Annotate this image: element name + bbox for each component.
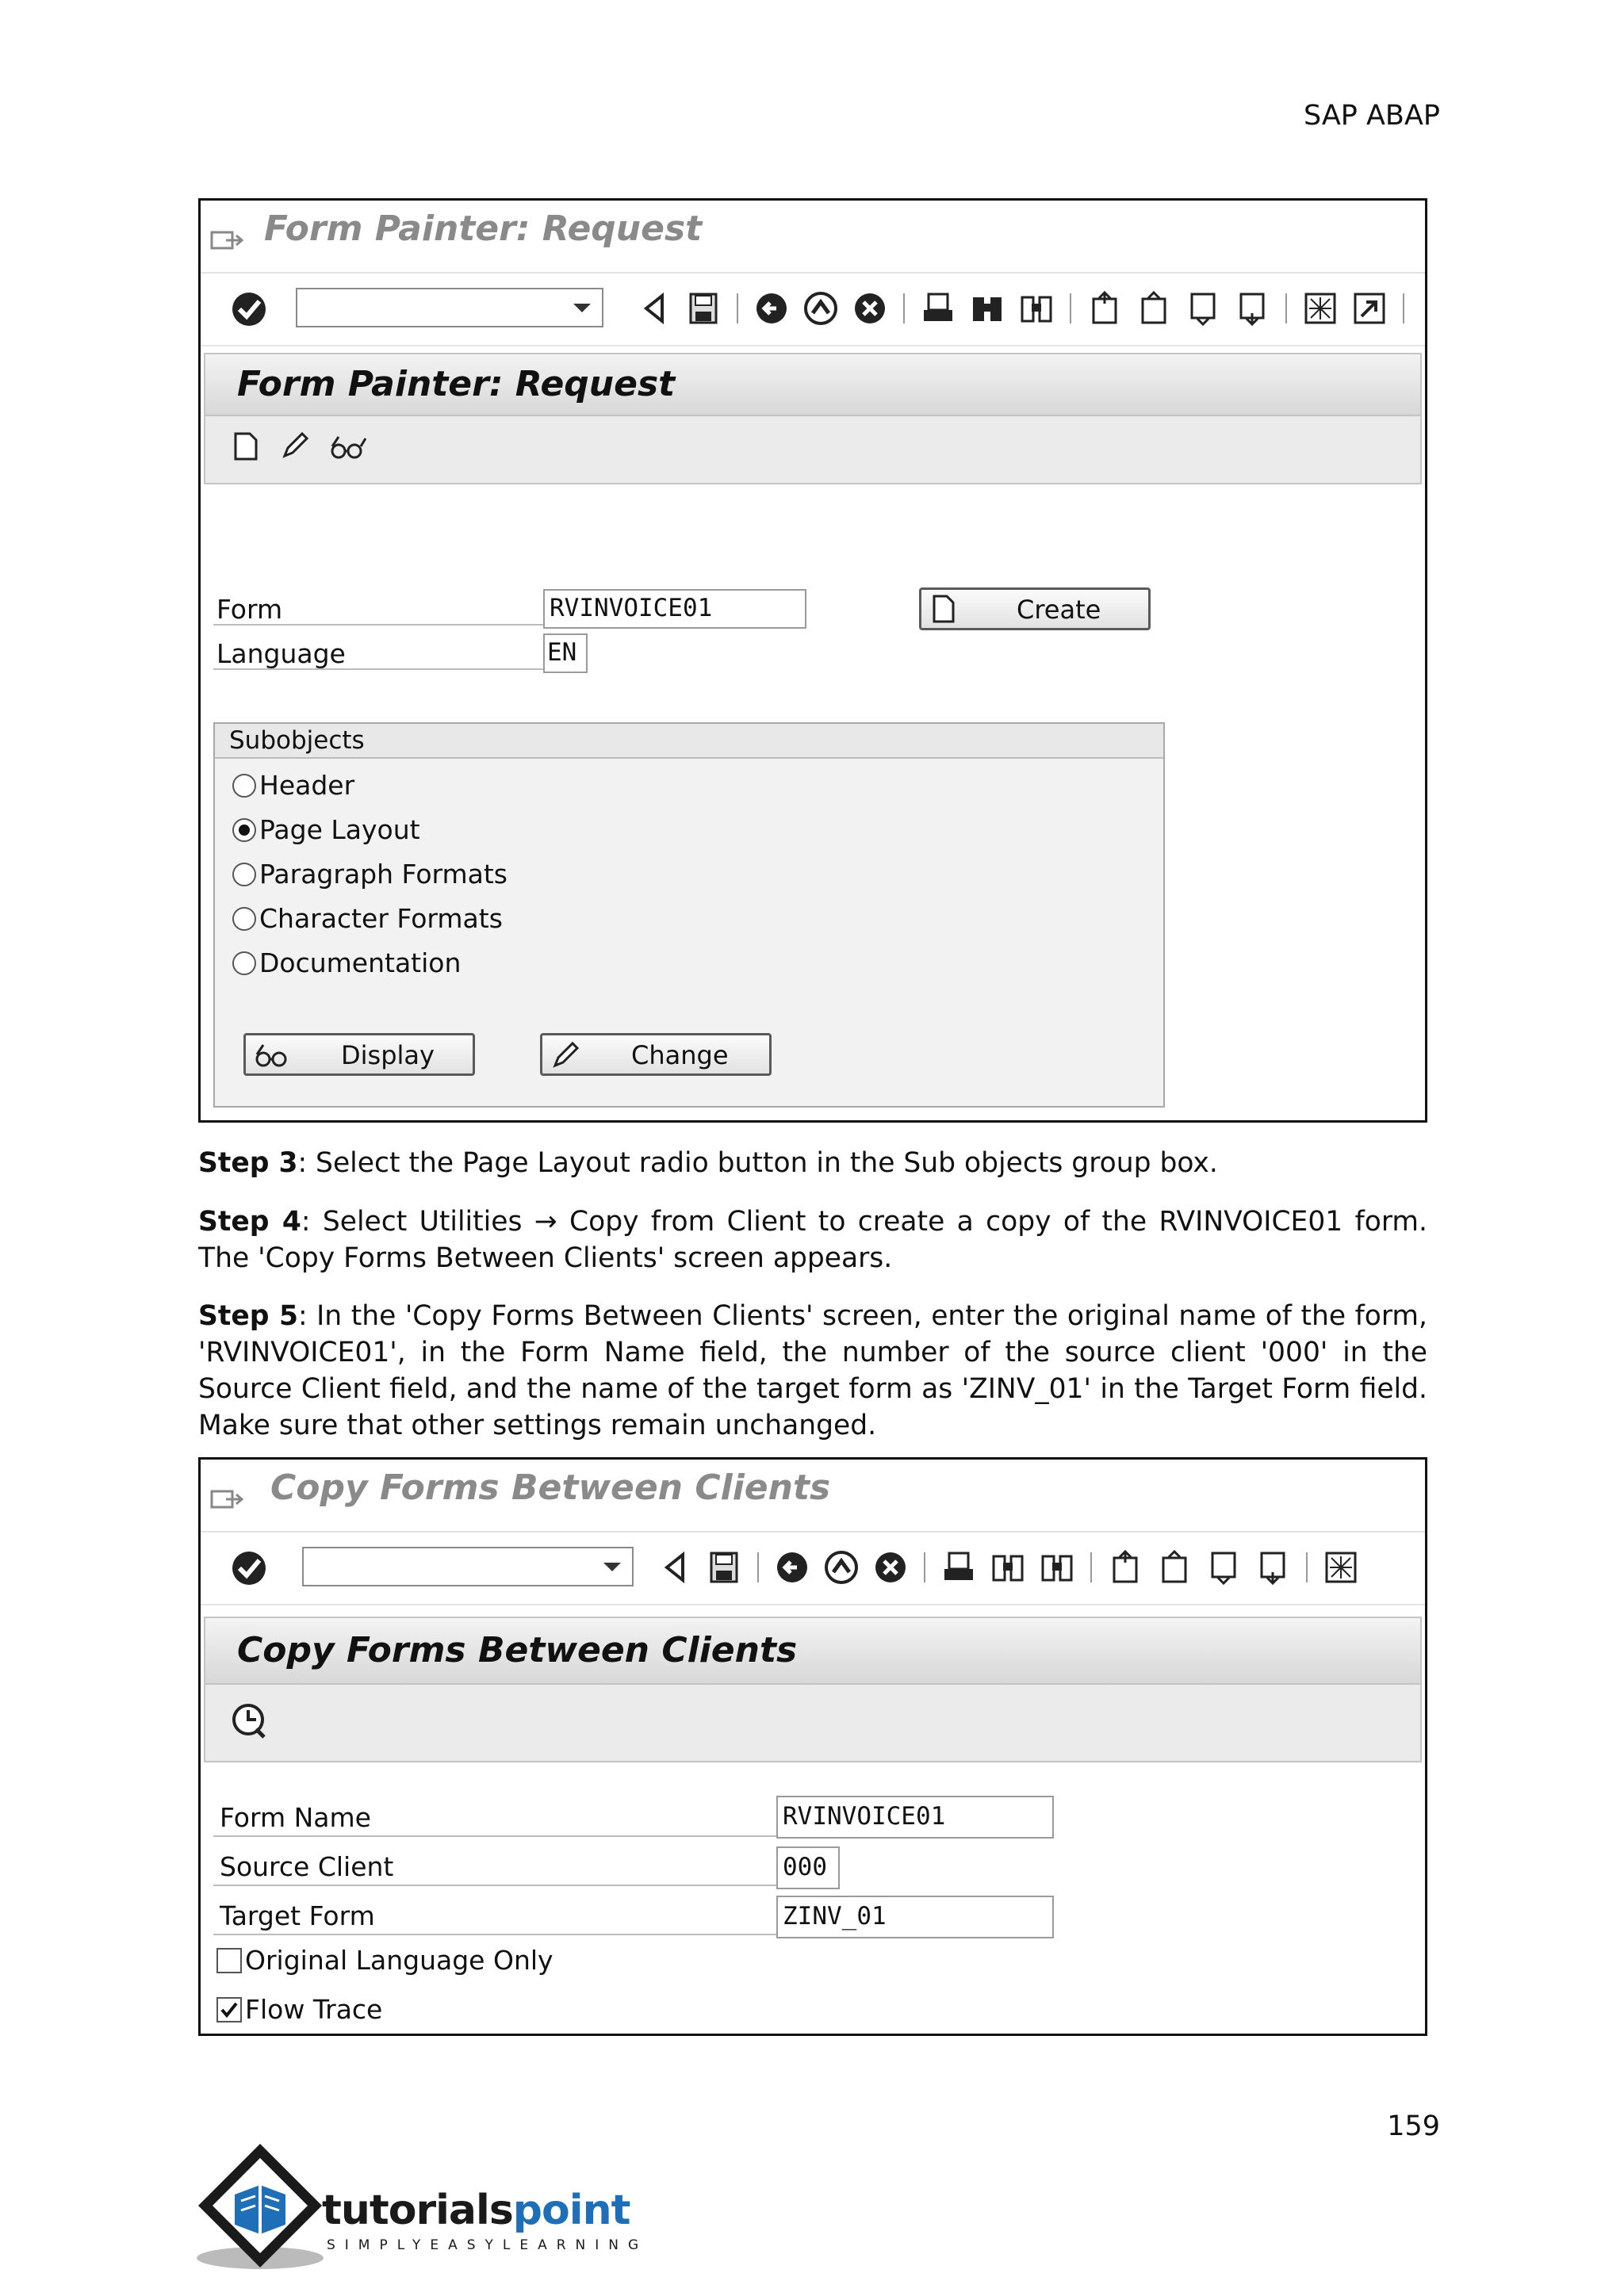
execute-clock-icon[interactable]: [229, 1701, 270, 1742]
logo-diamond-icon: [195, 2139, 330, 2274]
back-arrow-icon[interactable]: [635, 289, 673, 327]
menu-icon[interactable]: [210, 1487, 245, 1510]
radio-documentation-label: Documentation: [259, 947, 462, 978]
original-language-only-box[interactable]: [216, 1948, 242, 1973]
radio-character-formats-control[interactable]: [232, 907, 256, 931]
save-icon[interactable]: [684, 289, 722, 327]
target-form-label: Target Form: [220, 1900, 375, 1931]
step-4-text: : Select Utilities → Copy from Client to create a copy of the RVINVOICE01 form. The 'Copy Forms Between Clients' screen appears.: [198, 1206, 1427, 1274]
last-page-icon[interactable]: [1233, 289, 1271, 327]
menu-icon[interactable]: [210, 228, 245, 251]
create-document-icon: [928, 591, 959, 626]
first-page-icon[interactable]: [1106, 1548, 1144, 1586]
exit-icon[interactable]: [822, 1548, 860, 1586]
flow-trace-checkbox[interactable]: [216, 1994, 382, 2025]
toolbar-separator: [1070, 293, 1071, 323]
checkmark-icon: [218, 1999, 240, 2021]
standard-toolbar: [201, 1533, 1425, 1605]
flow-trace-box[interactable]: [216, 1997, 242, 2022]
tutorialspoint-logo: [195, 2139, 649, 2274]
subobjects-group-title: Subobjects: [215, 724, 1163, 759]
form-painter-screenshot: [198, 198, 1427, 1123]
command-field[interactable]: [296, 288, 603, 327]
logo-brand: [322, 2187, 630, 2234]
print-icon[interactable]: [940, 1548, 978, 1586]
source-client-label: Source Client: [220, 1851, 394, 1882]
original-language-only-checkbox[interactable]: [216, 1945, 553, 1976]
chevron-down-icon[interactable]: [573, 304, 591, 312]
display-button[interactable]: [243, 1033, 475, 1076]
window-title-bar: [201, 201, 1425, 274]
previous-page-icon[interactable]: [1155, 1548, 1193, 1586]
radio-header[interactable]: [232, 770, 354, 801]
back-arrow-icon[interactable]: [656, 1548, 694, 1586]
radio-documentation-control[interactable]: [232, 951, 256, 975]
toolbar-separator: [1285, 293, 1287, 323]
create-button[interactable]: [919, 587, 1151, 630]
window-title: Form Painter: Request: [264, 209, 703, 249]
radio-page-layout-label: Page Layout: [259, 814, 420, 845]
target-form-input[interactable]: ZINV_01: [776, 1896, 1054, 1938]
display-button-label: Display: [341, 1040, 435, 1070]
new-session-icon[interactable]: [1301, 289, 1339, 327]
step-3: [198, 1145, 1427, 1181]
previous-page-icon[interactable]: [1135, 289, 1173, 327]
form-input[interactable]: RVINVOICE01: [543, 589, 806, 629]
radio-character-formats[interactable]: [232, 903, 503, 934]
radio-header-control[interactable]: [232, 774, 256, 798]
new-session-icon[interactable]: [1322, 1548, 1360, 1586]
logo-tagline: SIMPLYEASYLEARNING: [327, 2237, 649, 2253]
find-next-icon[interactable]: [1017, 289, 1055, 327]
toolbar-separator: [903, 293, 905, 323]
pencil-icon[interactable]: [278, 430, 310, 462]
application-toolbar: [204, 1617, 1422, 1762]
command-field[interactable]: [302, 1547, 634, 1586]
copy-forms-screenshot: [198, 1457, 1427, 2036]
last-page-icon[interactable]: [1254, 1548, 1292, 1586]
window-title-bar: [201, 1460, 1425, 1533]
radio-paragraph-formats-control[interactable]: [232, 863, 256, 886]
back-icon[interactable]: [753, 289, 791, 327]
form-name-label: Form Name: [220, 1802, 371, 1833]
app-title: Copy Forms Between Clients: [205, 1618, 1420, 1685]
toolbar-separator: [757, 1552, 759, 1582]
toolbar-separator: [1306, 1552, 1308, 1582]
find-icon[interactable]: [968, 289, 1006, 327]
page-number: 159: [1387, 2110, 1440, 2142]
enter-check-icon[interactable]: [229, 289, 269, 329]
find-icon[interactable]: [989, 1548, 1027, 1586]
chevron-down-icon[interactable]: [603, 1563, 621, 1571]
shortcut-icon[interactable]: [1350, 289, 1388, 327]
step-5: [198, 1298, 1427, 1444]
back-icon[interactable]: [773, 1548, 811, 1586]
logo-brand-right: point: [512, 2187, 630, 2234]
form-name-input[interactable]: RVINVOICE01: [776, 1796, 1054, 1839]
step-4: [198, 1203, 1427, 1276]
radio-paragraph-formats[interactable]: [232, 859, 508, 890]
create-button-label: Create: [1017, 595, 1101, 625]
pencil-icon: [549, 1037, 584, 1072]
step-5-label: Step 5: [198, 1300, 298, 1332]
glasses-icon: [252, 1037, 292, 1072]
app-title: Form Painter: Request: [205, 354, 1420, 416]
glasses-icon[interactable]: [327, 430, 367, 462]
toolbar-separator: [1090, 1552, 1092, 1582]
language-label: Language: [216, 638, 346, 669]
cancel-icon[interactable]: [871, 1548, 910, 1586]
enter-check-icon[interactable]: [229, 1548, 269, 1588]
original-language-only-label: Original Language Only: [245, 1945, 553, 1976]
language-input[interactable]: EN: [543, 633, 588, 673]
create-document-icon[interactable]: [229, 430, 261, 462]
change-button[interactable]: [540, 1033, 772, 1076]
find-next-icon[interactable]: [1038, 1548, 1076, 1586]
subobjects-group: [213, 722, 1165, 1108]
step-5-text: : In the 'Copy Forms Between Clients' screen, enter the original name of the form, 'RVINVOICE01', in the Form Name field, the number of the source client '000' in the Source Client field, and the name of the target form as 'ZINV_01' in the Target Form field. Make sure that other settings remain unchanged.: [198, 1300, 1427, 1441]
page-header: SAP ABAP: [1303, 100, 1440, 132]
toolbar-separator: [737, 293, 738, 323]
toolbar-separator: [1403, 293, 1404, 323]
form-label: Form: [216, 594, 283, 625]
radio-page-layout[interactable]: [232, 814, 420, 845]
change-button-label: Change: [631, 1040, 729, 1070]
radio-character-formats-label: Character Formats: [259, 903, 503, 934]
next-page-icon[interactable]: [1205, 1548, 1243, 1586]
logo-brand-left: tutorials: [322, 2187, 513, 2234]
application-toolbar: [204, 353, 1422, 484]
step-3-text: : Select the Page Layout radio button in the Sub objects group box.: [297, 1147, 1218, 1179]
window-title: Copy Forms Between Clients: [270, 1468, 831, 1508]
print-icon[interactable]: [919, 289, 957, 327]
flow-trace-label: Flow Trace: [245, 1994, 383, 2025]
save-icon[interactable]: [705, 1548, 743, 1586]
source-client-input[interactable]: 000: [776, 1846, 840, 1889]
first-page-icon[interactable]: [1086, 289, 1124, 327]
radio-documentation[interactable]: [232, 947, 461, 978]
toolbar-separator: [924, 1552, 925, 1582]
radio-page-layout-control[interactable]: [232, 818, 256, 842]
radio-paragraph-formats-label: Paragraph Formats: [259, 859, 508, 890]
next-page-icon[interactable]: [1184, 289, 1222, 327]
radio-header-label: Header: [259, 770, 355, 801]
step-4-label: Step 4: [198, 1206, 301, 1238]
step-3-label: Step 3: [198, 1147, 298, 1179]
standard-toolbar: [201, 274, 1425, 346]
exit-icon[interactable]: [802, 289, 840, 327]
cancel-icon[interactable]: [851, 289, 889, 327]
